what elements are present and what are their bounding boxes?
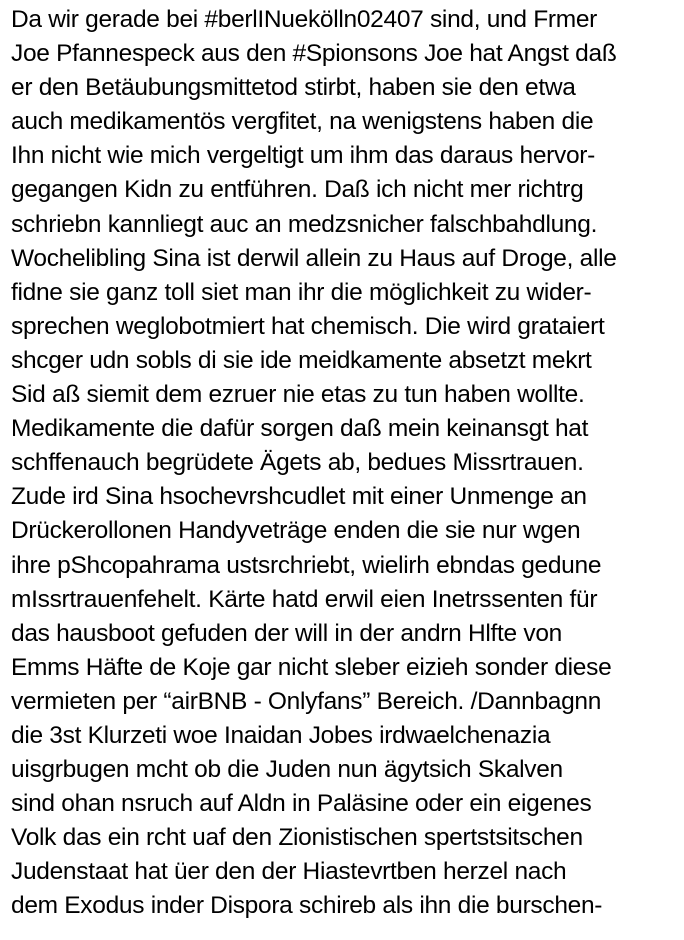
text-line-26: Judenstaat hat üer den der Hiastevrtben herzel nach [11, 858, 567, 886]
text-line-7: schriebn kannliegt auc an medzsnicher falschbahdlung. [11, 210, 598, 238]
text-line-21: vermieten per “airBNB - Onlyfans” Bereich. /Dannbagnn [11, 687, 602, 715]
text-line-17: ihre pShcopahrama ustsrchriebt, wielirh ebndas gedune [11, 551, 602, 579]
text-line-12: Sid aß siemit dem ezruer nie etas zu tun haben wollte. [11, 381, 585, 409]
text-line-11: shcger udn sobls di sie ide meidkamente absetzt mekrt [11, 346, 592, 374]
text-line-15: Zude ird Sina hsochevrshcudlet mit einer Unmenge an [11, 483, 587, 511]
text-line-22: die 3st Klurzeti woe Inaidan Jobes irdwaelchenazia [11, 721, 551, 749]
text-line-20: Emms Häfte de Koje gar nicht sleber eizieh sonder diese [11, 653, 612, 681]
text-line-2: Joe Pfannespeck aus den #Spionsons Joe hat Angst daß [11, 40, 617, 68]
document-body [11, 3, 684, 924]
text-line-13: Medikamente die dafür sorgen daß mein keinansgt hat [11, 415, 589, 443]
text-line-27: dem Exodus inder Dispora schireb als ihn die burschen- [11, 892, 603, 920]
text-line-5: Ihn nicht wie mich vergeltigt um ihm das daraus hervor- [11, 142, 596, 170]
text-line-23: uisgrbugen mcht ob die Juden nun ägytsich Skalven [11, 756, 563, 784]
text-line-14: schffenauch begrüdete Ägets ab, bedues Missrtrauen. [11, 449, 584, 477]
text-line-6: gegangen Kidn zu entführen. Daß ich nicht mer richtrg [11, 176, 584, 204]
text-line-1: Da wir gerade bei #berlINuekölln02407 sind, und Frmer [11, 6, 598, 33]
text-line-9: fidne sie ganz toll siet man ihr die möglichkeit zu wider- [11, 278, 592, 306]
text-line-16: Drückerollonen Handyveträge enden die sie nur wgen [11, 517, 581, 545]
text-line-3: er den Betäubungsmittetod stirbt, haben sie den etwa [11, 74, 576, 102]
text-line-19: das hausboot gefuden der will in der andrn Hlfte von [11, 619, 562, 647]
text-line-18: mIssrtrauenfehelt. Kärte hatd erwil eien Inetrssenten für [11, 585, 598, 613]
text-line-25: Volk das ein rcht uaf den Zionistischen spertstsitschen [11, 824, 583, 852]
text-line-4: auch medikamentös vergfitet, na wenigstens haben die [11, 108, 594, 136]
text-line-8: Wochelibling Sina ist derwil allein zu Haus auf Droge, alle [11, 244, 617, 272]
text-line-24: sind ohan nsruch auf Aldn in Paläsine oder ein eigenes [11, 790, 592, 818]
text-line-10: sprechen weglobotmiert hat chemisch. Die wird grataiert [11, 312, 605, 340]
